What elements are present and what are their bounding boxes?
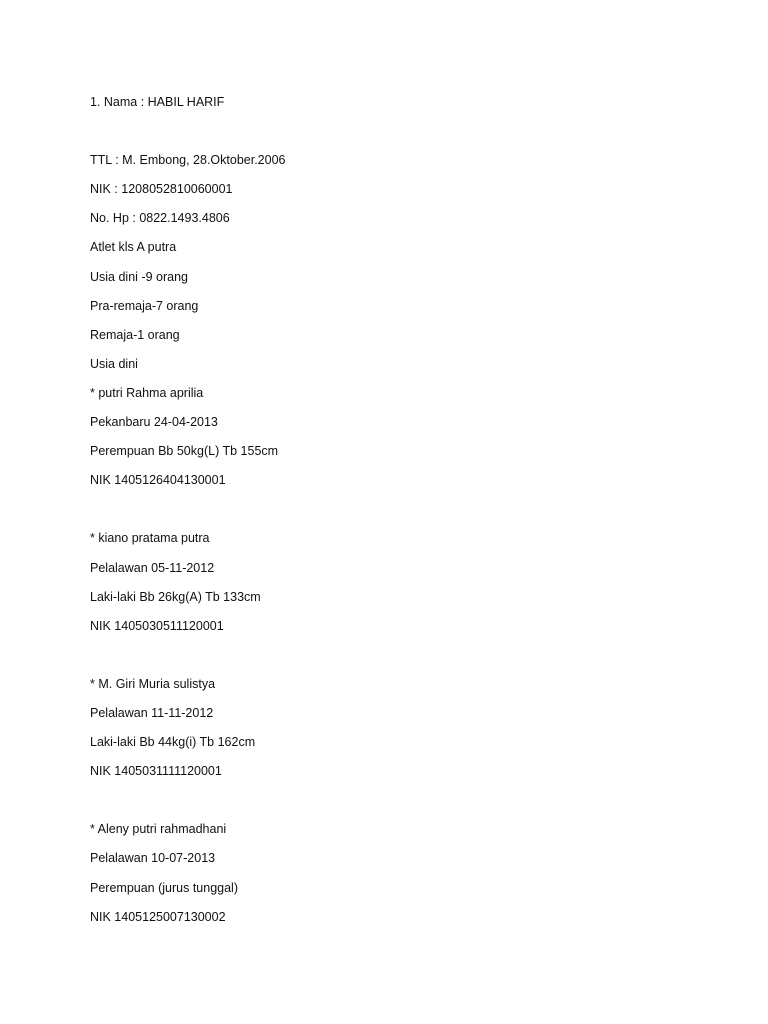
athlete-4-name: * Aleny putri rahmadhani [90,822,227,837]
athlete-3-name: * M. Giri Muria sulistya [90,676,216,691]
line-nik: NIK : 1208052810060001 [90,182,233,197]
line-ttl: TTL : M. Embong, 28.Oktober.2006 [90,153,286,168]
line-usia-dini-heading: Usia dini [90,356,138,371]
document-body [90,94,690,938]
athlete-3-nik: NIK 1405031111120001 [90,764,222,779]
athlete-3-body: Laki-laki Bb 44kg(i) Tb 162cm [90,735,256,750]
blank-line [90,501,690,530]
athlete-3-birth: Pelalawan 11-11-2012 [90,705,214,720]
line-phone: No. Hp : 0822.1493.4806 [90,211,230,226]
athlete-1-birth: Pekanbaru 24-04-2013 [90,415,218,430]
athlete-2-birth: Pelalawan 05-11-2012 [90,560,215,575]
athlete-2-nik: NIK 1405030511120001 [90,618,224,633]
line-remaja-count: Remaja-1 orang [90,327,180,342]
blank-line [90,792,690,821]
line-athlete-class: Atlet kls A putra [90,240,177,255]
athlete-1-name: * putri Rahma aprilia [90,385,204,400]
athlete-4-category: Perempuan (jurus tunggal) [90,880,238,895]
athlete-2-name: * kiano pratama putra [90,531,210,546]
line-nama: 1. Nama : HABIL HARIF [90,95,225,109]
athlete-4-nik: NIK 1405125007130002 [90,909,226,924]
line-usia-dini-count: Usia dini -9 orang [90,269,188,284]
blank-line [90,123,690,152]
blank-line [90,647,690,676]
athlete-2-body: Laki-laki Bb 26kg(A) Tb 133cm [90,589,261,604]
athlete-4-birth: Pelalawan 10-07-2013 [90,851,216,866]
athlete-1-body: Perempuan Bb 50kg(L) Tb 155cm [90,444,279,459]
line-pra-remaja-count: Pra-remaja-7 orang [90,298,199,313]
athlete-1-nik: NIK 1405126404130001 [90,473,226,488]
